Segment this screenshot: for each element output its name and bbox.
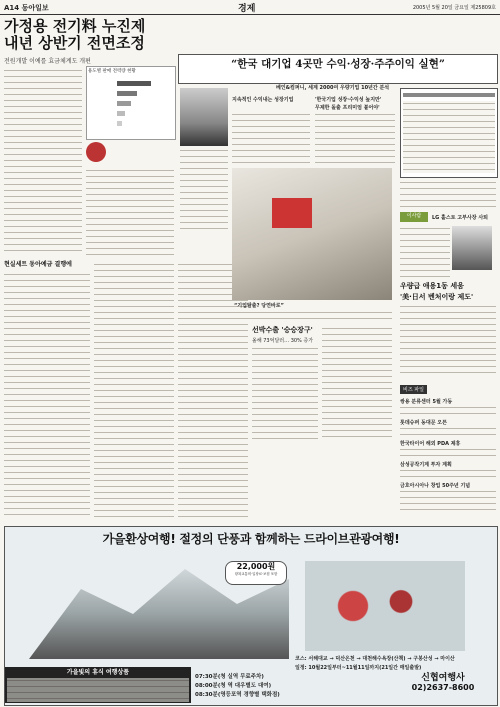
chart-bar <box>117 81 151 86</box>
profile-title: LG 홀스토 고부사장 사퇴 <box>432 215 488 221</box>
chart-title: 용도별 판매 전력량 현황 <box>88 69 136 74</box>
profile-stamp <box>400 212 428 222</box>
travel-ad <box>4 526 498 706</box>
left-subhead: 전원개발 이예를 효금체계도 개편 <box>4 57 91 65</box>
banner-body-3 <box>315 112 395 164</box>
timetable-title: 가을빛의 휴식 여행상품 <box>66 669 130 676</box>
ad-schedule: 일정: 10월22일부터~11월11일까지(21일간 매일출발) <box>295 665 422 671</box>
ad-phone: 02)2637-8600 <box>411 683 475 693</box>
banner-body-2 <box>232 112 310 164</box>
left-lower-head-1: 현실세트 동아예금 결행에 <box>4 261 72 268</box>
ship-headline: 선박수출 '승승장구' <box>252 326 313 334</box>
price-box <box>225 561 287 585</box>
right-body-1 <box>400 180 496 210</box>
mid-lower-article <box>178 262 248 522</box>
departure-3: 08:30분(영등포역 경향별 택화점) <box>195 692 280 698</box>
ad-headline: 가을환상여행! 절정의 단풍과 함께하는 드라이브관광여행! <box>102 532 400 546</box>
meter-photo <box>86 142 106 162</box>
portrait-photo <box>180 88 228 146</box>
biz-item-5: 금호아시아나 창업 50주년 기념 <box>400 483 471 489</box>
issue-date: 2005년 5월 20일 금요일 제25809호 <box>412 5 496 11</box>
ad-timetable <box>5 667 191 703</box>
left-headline-1: 가정용 전기料 누진제 <box>4 17 146 35</box>
ship-body <box>252 346 318 440</box>
chart-bar <box>117 111 125 116</box>
ship-subhead: 올해 73억달러… 30% 증가 <box>252 338 314 344</box>
profile-sub: '美·日서 벤처이랑 제도' <box>400 293 474 301</box>
stamp-label: 이사람 <box>406 213 422 219</box>
biz-body-3 <box>400 447 496 461</box>
photo-caption-body <box>232 310 392 324</box>
page-header <box>0 0 500 15</box>
chart-bar <box>117 121 122 126</box>
col-head-b: '한국기업 성장·수익성 높지만' <box>315 97 382 103</box>
photo-caption: “기업탈출? 당연바로” <box>234 303 284 309</box>
biz-item-2: 롯데슈퍼 동대문 오픈 <box>400 420 447 426</box>
biz-body-4 <box>400 468 496 482</box>
strawberry-box <box>272 198 312 228</box>
chart-bar <box>117 101 131 106</box>
biz-body-5 <box>400 489 496 513</box>
section-title: 경제 <box>238 4 256 14</box>
biz-item-4: 삼성공작기계 투자 계획 <box>400 462 452 468</box>
ad-price: 22,000원 <box>236 562 276 571</box>
col-head-c: 무제한 돌출 프리미엄 붙어야' <box>315 105 380 111</box>
biz-item-3: 한국타이어 해외 PDA 제휴 <box>400 441 461 447</box>
profile-headline: 우량급 애용1동 세움 <box>400 282 464 290</box>
banner-quote: “한국 대기업 4곳만 수익·성장·주주이익 실현” <box>231 58 445 70</box>
ad-departures <box>195 673 385 700</box>
biz-body-1 <box>400 405 496 419</box>
col-head-a: 지속적인 수익내는 성장기업 <box>232 97 294 103</box>
biz-item-1: 쌍용 분류센터 5월 가동 <box>400 399 453 405</box>
banner-body-1 <box>180 148 228 232</box>
timetable-rows <box>7 678 189 702</box>
ad-brand: 신협여행사 <box>421 673 465 683</box>
left-lower-article-1 <box>4 262 90 522</box>
left-headline-2: 내년 상반기 전면조정 <box>4 34 145 53</box>
usage-chart <box>86 66 176 140</box>
top-banner <box>178 54 498 84</box>
ad-course: 코스: 서해대교 → 덕산온천 → 대천해수욕장(산책) → 구봉산성 → 마이산 <box>295 656 455 662</box>
bizfile-tag: 비즈 파일 <box>400 385 427 394</box>
left-lower-article-2 <box>94 262 174 522</box>
banner-subtitle: 베인&컴퍼니, 세계 2000여 우량기업 10년간 분석 <box>276 85 390 91</box>
profile-body <box>400 226 450 278</box>
bizfile-section <box>400 376 496 522</box>
ad-price-note: 왕복교통비·입장료·보험 포함 <box>234 572 278 577</box>
departure-1: 07:30분(청 실역 무료주차) <box>195 674 264 680</box>
left-article <box>4 18 174 258</box>
page-number: A14 동아일보 <box>4 4 49 12</box>
departure-2: 08:00분(청 역 대우별도 대여) <box>195 683 272 689</box>
profile-body-2 <box>400 304 496 374</box>
biz-body-2 <box>400 426 496 440</box>
chart-bar <box>117 91 137 96</box>
ad-brand-block <box>393 673 493 693</box>
info-table <box>400 88 498 178</box>
table-header-bar <box>403 93 495 97</box>
table-rows <box>403 101 495 173</box>
center-photo <box>232 168 392 300</box>
left-body-text <box>4 68 82 256</box>
left-lower-body-2 <box>94 262 174 520</box>
left-lower-body-1 <box>4 272 90 517</box>
mid-lower-body <box>178 262 248 520</box>
ad-fruit-photo <box>305 561 465 651</box>
profile-photo <box>452 226 492 270</box>
ship-body-2 <box>322 326 392 440</box>
left-body-text-2 <box>86 168 174 256</box>
